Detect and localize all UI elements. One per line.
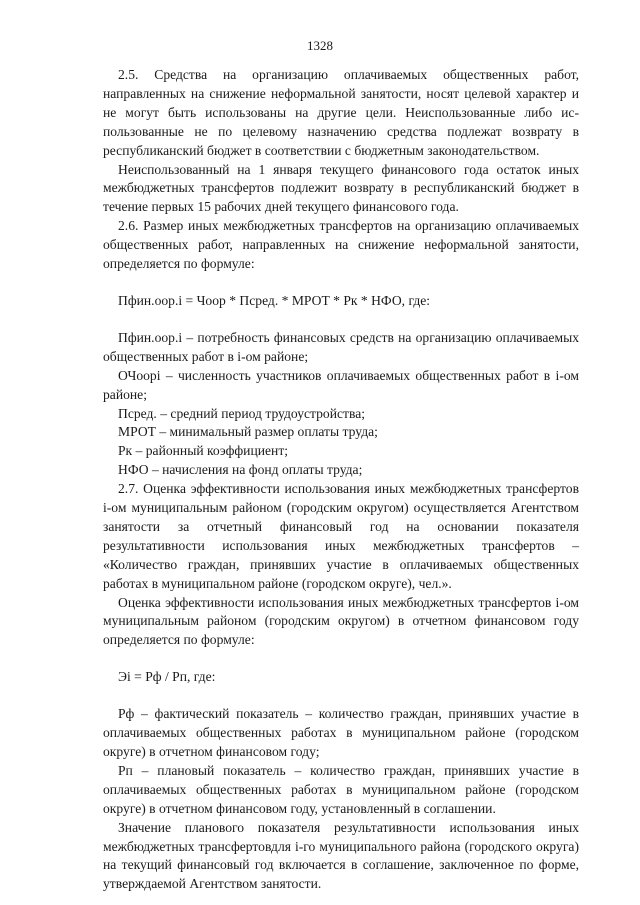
definition-pfin: Пфин.оор.i – потребность финансовых средств на организацию оплачиваемых общественных работ в i-ом районе; [103,329,579,364]
page-number: 1328 [307,38,333,53]
paragraph-unused-balance: Неиспользованный на 1 января текущего финансового года остаток иных межбюджетных трансфертов подлежит возврату в республиканский бюджет в течение первых 15 рабочих дней текущего финансового года. [103,161,579,215]
definition-rp: Рп – плановый показатель – количество граждан, принявших участие в оплачиваемых общественных работах в муниципальном районе (городском округе) в отчетном финансовом году, установленный в соглашении. [103,762,579,816]
definition-rf: Рф – фактический показатель – количество граждан, принявших участие в оплачиваемых общественных работах в муниципальном районе (городском округе) в отчетном финансовом году; [103,706,579,759]
paragraph-efficiency-formula-intro: Оценка эффективности использования иных межбюджетных трансфертов i-ом муниципальным районом (городским округом) в отчетном финансовом году определяется по формуле: [103,594,579,648]
paragraph-2-5: 2.5. Средства на организацию оплачиваемых общественных работ, направленных на снижение неформальной занятости, носят целевой характер и не могут быть использованы на другие цели. Неиспользованные либо использованные не по целевому назначению средства подлежат возврату в республиканский бюджет в соответствии с бюджетным законодательством. [103,67,579,158]
definition-rk: Рк – районный коэффициент; [118,443,289,459]
formula-funding-need: Пфин.оор.i = Чоор * Псред. * МРОТ * Рк * НФО, где: [118,292,431,308]
paragraph-planned-indicator: Значение планового показателя результативности использования иных межбюджетных трансфертовдля i-го муниципального района (городского округа) на текущий финансовый год включается в соглашение, заключенное по форме, утверждаемой Агентством занятости. [103,819,579,892]
definition-mrot: МРОТ – минимальный размер оплаты труда; [118,424,378,440]
paragraph-2-7: 2.7. Оценка эффективности использования иных межбюджетных трансфертов i-ом муниципальным районом (городским округом) осуществляется Агентством занятости за отчетный финансовый год на основании показателя результативности использования иных межбюджетных трансфертов – «Количество граждан, принявших участие в оплачиваемых общественных работах в муниципальном районе (городском округе), чел.». [103,481,579,591]
definition-ochoor: ОЧоорi – численность участников оплачиваемых общественных работ в i-ом районе; [103,367,579,402]
formula-efficiency: Эi = Рф / Рп, где: [118,669,216,685]
definition-psred: Псред. – средний период трудоустройства; [118,405,366,421]
document-body [103,66,579,894]
definition-nfo: НФО – начисления на фонд оплаты труда; [118,462,363,478]
paragraph-2-6: 2.6. Размер иных межбюджетных трансфертов на организацию оплачиваемых общественных работ, направленных на снижение неформальной занятости, определяется по формуле: [103,218,579,272]
